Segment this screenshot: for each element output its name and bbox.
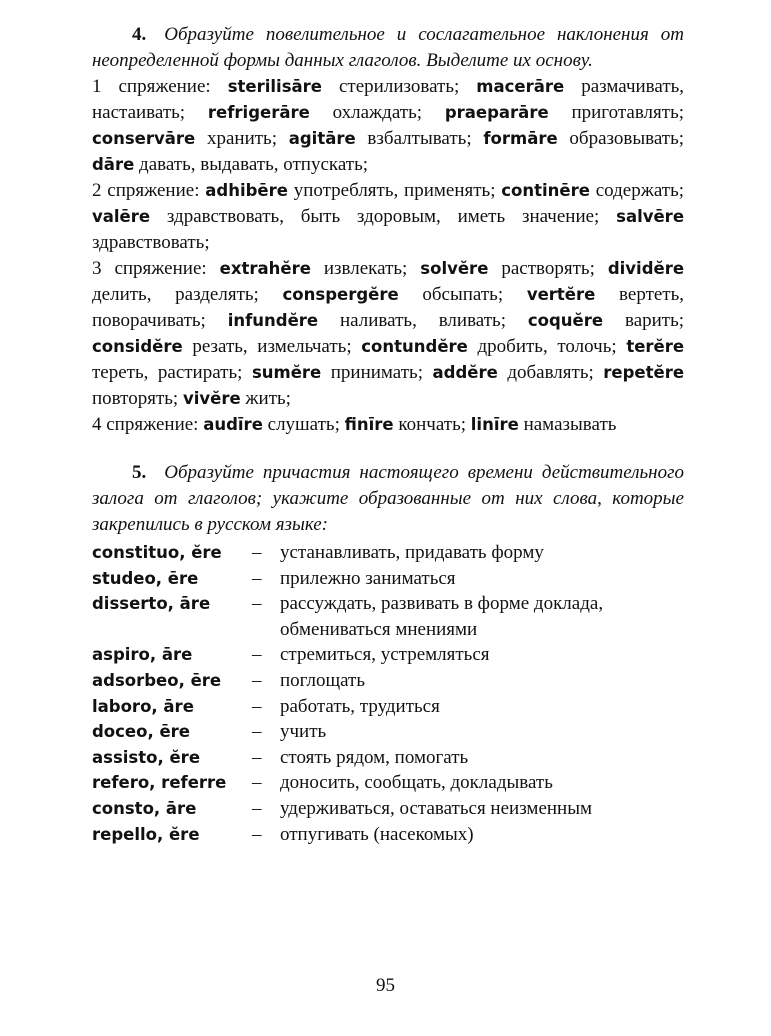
conjugation-label: 2 спряжение:	[92, 180, 200, 201]
russian-translation: обсыпать;	[422, 284, 504, 305]
latin-verb: macerāre	[476, 77, 565, 96]
latin-verb: valēre	[92, 207, 151, 226]
russian-translation: употреблять, применять;	[293, 180, 496, 201]
russian-translation: образовывать;	[569, 128, 685, 149]
vocab-row	[92, 770, 684, 796]
latin-verb: dividĕre	[607, 259, 685, 278]
latin-verb: vertĕre	[526, 285, 596, 304]
latin-verb: contundĕre	[361, 337, 468, 356]
vocab-translation: отпугивать (насекомых)	[280, 823, 474, 845]
conjugation-label: 4 спряжение:	[92, 414, 199, 435]
vocab-latin: constituo, ĕre	[92, 543, 222, 562]
vocab-dash: –	[252, 721, 262, 743]
russian-translation: здравствовать, быть здоровым, иметь значение;	[166, 206, 600, 227]
latin-verb: salvēre	[616, 207, 685, 226]
page-content	[92, 22, 684, 847]
vocab-latin: refero, referre	[92, 773, 227, 793]
latin-verb: addĕre	[432, 363, 498, 382]
page-number: 95	[376, 975, 395, 996]
latin-verb: conspergĕre	[282, 285, 399, 304]
russian-translation: добавлять;	[507, 362, 594, 383]
russian-translation: хранить;	[206, 128, 277, 149]
vocab-dash: –	[252, 772, 262, 794]
latin-verb: sumĕre	[251, 363, 322, 382]
latin-verb: formāre	[483, 129, 558, 148]
vocab-translation: удерживаться, оставаться неизменным	[280, 797, 593, 819]
latin-verb: repetĕre	[603, 363, 685, 382]
latin-verb: infundĕre	[227, 311, 319, 330]
vocab-row	[92, 796, 684, 822]
vocab-row	[92, 642, 684, 668]
vocab-row	[92, 566, 684, 592]
latin-verb: adhibēre	[205, 181, 288, 200]
latin-verb: dāre	[92, 155, 135, 174]
latin-verb: solvĕre	[420, 259, 489, 278]
vocab-dash: –	[252, 542, 262, 563]
vocabulary-list	[92, 540, 684, 847]
russian-translation: охлаждать;	[332, 102, 423, 123]
latin-verb: continēre	[501, 181, 590, 200]
russian-translation: здравствовать;	[92, 232, 210, 253]
latin-verb: finīre	[344, 415, 394, 434]
conjugation-list	[92, 74, 684, 438]
conjugation-paragraph	[92, 178, 684, 256]
russian-translation: намазывать	[523, 414, 617, 435]
task-5-instruction: Образуйте причастия настоящего времени действительного залога от глаголов; укажите образованные от них слова, которые закрепились в русском языке:	[92, 462, 684, 535]
vocab-dash: –	[252, 567, 262, 589]
vocab-latin: consto, āre	[92, 798, 197, 818]
latin-verb: considĕre	[92, 337, 183, 356]
latin-verb: agitāre	[288, 129, 356, 148]
russian-translation: размачивать, настаивать;	[92, 76, 685, 123]
russian-translation: содержать;	[595, 180, 685, 201]
vocab-row	[92, 822, 684, 848]
latin-verb: extrahĕre	[219, 259, 311, 278]
task-5-heading	[92, 460, 684, 538]
vocab-latin: assisto, ĕre	[92, 747, 201, 767]
task-4-instruction: Образуйте повелительное и сослагательное наклонения от неопределенной формы данных глаголов. Выделите их основу.	[92, 24, 684, 71]
conjugation-paragraph	[92, 412, 684, 438]
vocab-translation: поглощать	[280, 669, 366, 691]
vocab-latin: doceo, ēre	[92, 722, 190, 742]
latin-verb: sterilisāre	[227, 77, 322, 96]
vocab-translation: работать, трудиться	[280, 695, 440, 717]
vocab-translation: рассуждать, развивать в форме доклада, обмениваться мнениями	[280, 593, 604, 640]
vocab-latin: aspiro, āre	[92, 645, 193, 665]
latin-verb: refrigerāre	[207, 103, 310, 122]
task-4-number: 4.	[132, 24, 147, 45]
conjugation-label: 1 спряжение:	[92, 76, 211, 97]
vocab-translation: стремиться, устремляться	[280, 644, 490, 666]
russian-translation: давать, выдавать, отпускать;	[139, 154, 369, 175]
russian-translation: жить;	[245, 388, 291, 409]
vocab-latin: disserto, āre	[92, 594, 211, 614]
latin-verb: praeparāre	[444, 103, 549, 122]
latin-verb: terĕre	[626, 337, 685, 356]
russian-translation: извлекать;	[323, 258, 408, 279]
russian-translation: резать, измельчать;	[192, 336, 352, 357]
task-4-heading	[92, 22, 684, 74]
vocab-row	[92, 668, 684, 694]
vocab-row	[92, 719, 684, 745]
vocab-row	[92, 694, 684, 720]
latin-verb: vivĕre	[182, 389, 241, 408]
latin-verb: conservāre	[92, 129, 196, 148]
russian-translation: делить, разделять;	[92, 284, 259, 305]
vocab-dash: –	[252, 644, 262, 666]
russian-translation: кончать;	[398, 414, 467, 435]
vocab-dash: –	[252, 797, 262, 819]
vocab-row	[92, 591, 684, 642]
russian-translation: принимать;	[330, 362, 423, 383]
vocab-dash: –	[252, 823, 262, 845]
vocab-latin: repello, ĕre	[92, 824, 200, 844]
vocab-dash: –	[252, 593, 262, 615]
vocab-translation: доносить, сообщать, докладывать	[280, 772, 553, 794]
russian-translation: слушать;	[267, 414, 340, 435]
conjugation-label: 3 спряжение:	[92, 258, 207, 279]
russian-translation: дробить, толочь;	[477, 336, 617, 357]
latin-verb: coquĕre	[527, 311, 604, 330]
vocab-latin: laboro, āre	[92, 696, 194, 716]
vocab-translation: стоять рядом, помогать	[280, 746, 469, 768]
vocab-dash: –	[252, 669, 262, 691]
latin-verb: audīre	[203, 415, 263, 434]
russian-translation: стерилизовать;	[339, 76, 460, 97]
russian-translation: варить;	[624, 310, 685, 331]
russian-translation: взбалтывать;	[367, 128, 472, 149]
russian-translation: повторять;	[92, 388, 179, 409]
vocab-row	[92, 745, 684, 771]
task-5-number: 5.	[132, 462, 147, 483]
vocab-latin: adsorbeo, ēre	[92, 670, 222, 690]
conjugation-paragraph	[92, 74, 684, 178]
vocab-row	[92, 540, 684, 566]
russian-translation: вертеть, поворачивать;	[92, 284, 685, 331]
vocab-dash: –	[252, 746, 262, 768]
russian-translation: растворять;	[501, 258, 595, 279]
russian-translation: наливать, вливать;	[340, 310, 506, 331]
russian-translation: приготавлять;	[571, 102, 685, 123]
conjugation-paragraph	[92, 256, 684, 412]
vocab-translation: устанавливать, придавать форму	[280, 542, 544, 563]
vocab-dash: –	[252, 695, 262, 717]
latin-verb: linīre	[470, 415, 519, 434]
vocab-translation: учить	[280, 721, 327, 743]
russian-translation: тереть, растирать;	[92, 362, 243, 383]
vocab-latin: studeo, ēre	[92, 568, 199, 588]
vocab-translation: прилежно заниматься	[280, 567, 456, 589]
